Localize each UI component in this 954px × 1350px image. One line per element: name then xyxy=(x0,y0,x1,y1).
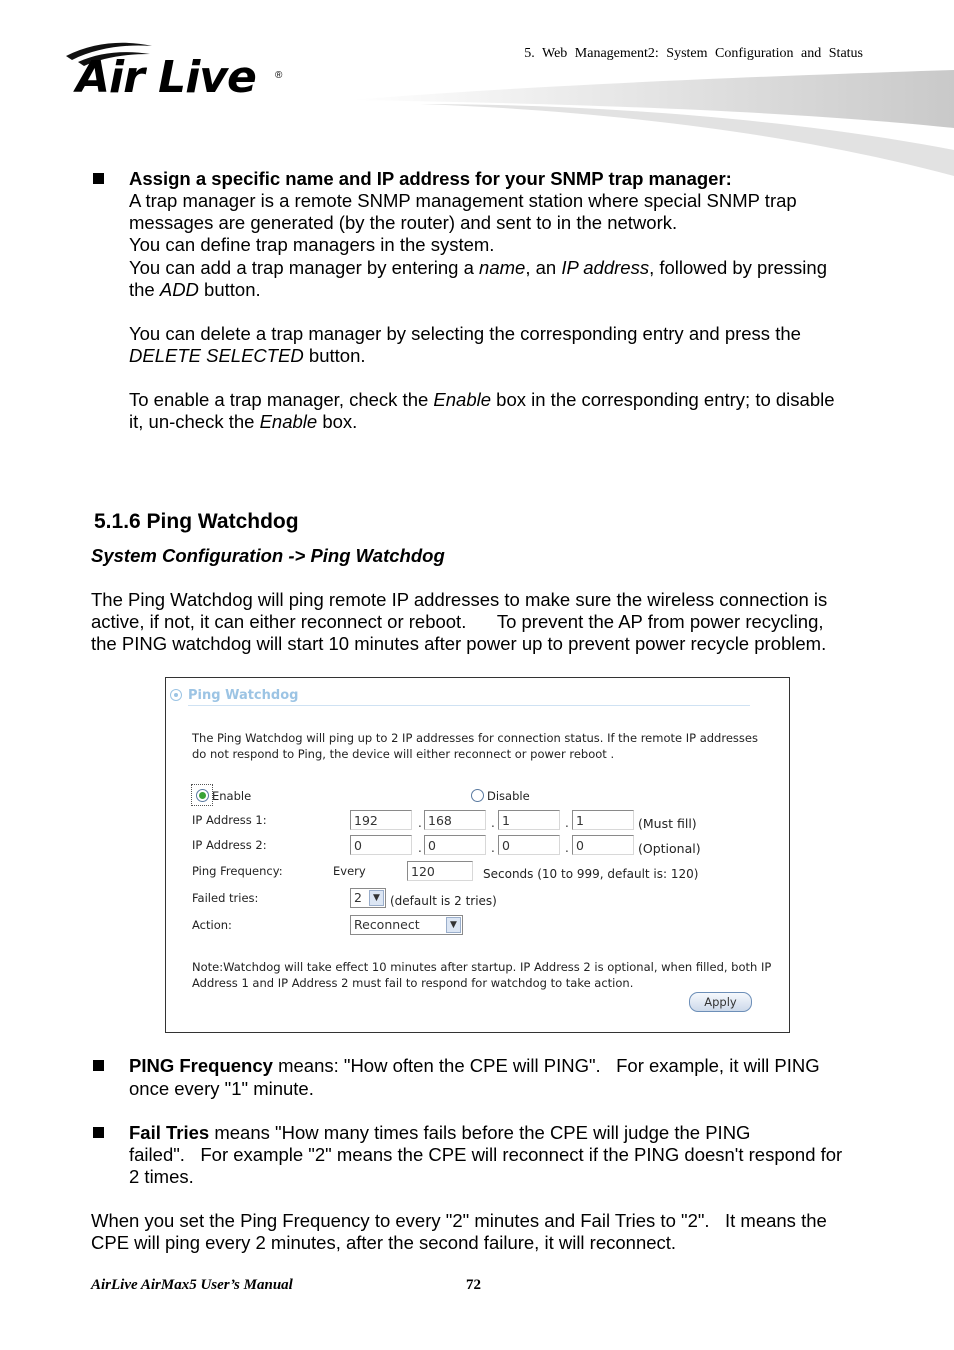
ping-desc-line-1: The Ping Watchdog will ping remote IP addresses to make sure the wireless connection is xyxy=(91,589,828,610)
fail-explain-line-1: Fail Tries means "How many times fails before the CPE will judge the PING xyxy=(129,1122,751,1143)
snmp-delete-line-2: DELETE SELECTED button. xyxy=(129,345,366,366)
bullet-icon xyxy=(93,1060,104,1071)
disable-radio[interactable] xyxy=(471,789,484,802)
ping-watchdog-panel xyxy=(165,677,790,1033)
ip1-dot-1: . xyxy=(418,816,422,830)
ip1-note: (Must fill) xyxy=(638,816,697,831)
panel-title: Ping Watchdog xyxy=(188,688,299,703)
snmp-line-2: messages are generated (by the router) and sent to in the network. xyxy=(129,212,678,233)
ping-frequency-input[interactable]: 120 xyxy=(407,861,473,881)
panel-title-divider xyxy=(188,705,750,706)
ip1-dot-3: . xyxy=(565,816,569,830)
registered-mark: ® xyxy=(275,70,283,81)
failed-tries-label: Failed tries: xyxy=(192,891,259,905)
snmp-delete-line-1: You can delete a trap manager by selecting the corresponding entry and press the xyxy=(129,323,801,344)
footer-page-number: 72 xyxy=(466,1277,481,1293)
fail-explain-line-2: failed". For example "2" means the CPE will reconnect if the PING doesn't respond for xyxy=(129,1144,843,1165)
ip2-octet-4-input[interactable]: 0 xyxy=(572,835,634,855)
ip1-dot-2: . xyxy=(491,816,495,830)
section-subheading: System Configuration -> Ping Watchdog xyxy=(91,545,445,566)
bullet-icon xyxy=(93,173,104,184)
ip2-dot-3: . xyxy=(565,841,569,855)
freq-explain-line-1: PING Frequency means: "How often the CPE will PING". For example, it will PING xyxy=(129,1055,820,1076)
snmp-line-1: A trap manager is a remote SNMP management station where special SNMP trap xyxy=(129,190,797,211)
snmp-enable-line-1: To enable a trap manager, check the Enable box in the corresponding entry; to disable xyxy=(129,389,835,410)
fail-explain-line-3: 2 times. xyxy=(129,1166,194,1187)
freq-explain-line-2: once every "1" minute. xyxy=(129,1078,314,1099)
apply-button[interactable]: Apply xyxy=(689,992,752,1012)
ip2-dot-1: . xyxy=(418,841,422,855)
panel-intro-line-1: The Ping Watchdog will ping up to 2 IP addresses for connection status. If the remote IP addresses xyxy=(192,731,758,745)
ip2-note: (Optional) xyxy=(638,841,701,856)
footer-manual-title: AirLive AirMax5 User’s Manual xyxy=(91,1277,293,1293)
ip2-octet-3-input[interactable]: 0 xyxy=(498,835,560,855)
section-heading: 5.1.6 Ping Watchdog xyxy=(94,510,299,533)
failed-tries-value: 2 xyxy=(354,890,362,905)
ip2-octet-2-input[interactable]: 0 xyxy=(424,835,486,855)
bullet-icon xyxy=(93,1127,104,1138)
enable-label: Enable xyxy=(212,789,252,803)
panel-note-line-1: Note:Watchdog will take effect 10 minutes after startup. IP Address 2 is optional, when filled, both IP xyxy=(192,960,772,974)
summary-line-2: CPE will ping every 2 minutes, after the second failure, it will reconnect. xyxy=(91,1232,677,1253)
ip1-octet-3-input[interactable]: 1 xyxy=(498,810,560,830)
ping-desc-line-3: the PING watchdog will start 10 minutes after power up to prevent power recycle problem. xyxy=(91,633,827,654)
airlive-logo: Air Live xyxy=(76,52,256,103)
chevron-down-icon: ▼ xyxy=(369,890,384,906)
ip1-label: IP Address 1: xyxy=(192,813,267,827)
ping-desc-line-2: active, if not, it can either reconnect or reboot. To prevent the AP from power recycling, xyxy=(91,611,824,632)
snmp-add-line-1: You can add a trap manager by entering a name, an IP address, followed by pressing xyxy=(129,257,827,278)
chapter-title: 5. Web Management2: System Configuration and Status xyxy=(524,46,863,61)
summary-line-1: When you set the Ping Frequency to every "2" minutes and Fail Tries to "2". It means the xyxy=(91,1210,827,1231)
ping-frequency-label: Ping Frequency: xyxy=(192,864,283,878)
panel-intro-line-2: do not respond to Ping, the device will either reconnect or power reboot . xyxy=(192,747,615,761)
ip2-dot-2: . xyxy=(491,841,495,855)
ip2-label: IP Address 2: xyxy=(192,838,267,852)
chevron-down-icon: ▼ xyxy=(446,917,461,933)
ip1-octet-4-input[interactable]: 1 xyxy=(572,810,634,830)
action-value: Reconnect xyxy=(354,917,420,932)
snmp-add-line-2: the ADD button. xyxy=(129,279,261,300)
action-select[interactable] xyxy=(350,915,463,935)
snmp-enable-line-2: it, un-check the Enable box. xyxy=(129,411,358,432)
disable-label: Disable xyxy=(487,789,530,803)
ip2-octet-1-input[interactable]: 0 xyxy=(350,835,412,855)
panel-title-icon xyxy=(170,689,182,701)
ip1-octet-1-input[interactable]: 192 xyxy=(350,810,412,830)
ip1-octet-2-input[interactable]: 168 xyxy=(424,810,486,830)
action-label: Action: xyxy=(192,918,232,932)
snmp-bullet-title: Assign a specific name and IP address for your SNMP trap manager: xyxy=(129,168,732,189)
enable-radio[interactable] xyxy=(196,789,209,802)
failed-tries-note: (default is 2 tries) xyxy=(390,894,497,908)
ping-frequency-note: Seconds (10 to 999, default is: 120) xyxy=(483,867,699,881)
failed-tries-select[interactable] xyxy=(350,888,386,908)
snmp-line-3: You can define trap managers in the system. xyxy=(129,234,495,255)
panel-note-line-2: Address 1 and IP Address 2 must fail to respond for watchdog to take action. xyxy=(192,976,634,990)
ping-frequency-every: Every xyxy=(333,864,366,878)
